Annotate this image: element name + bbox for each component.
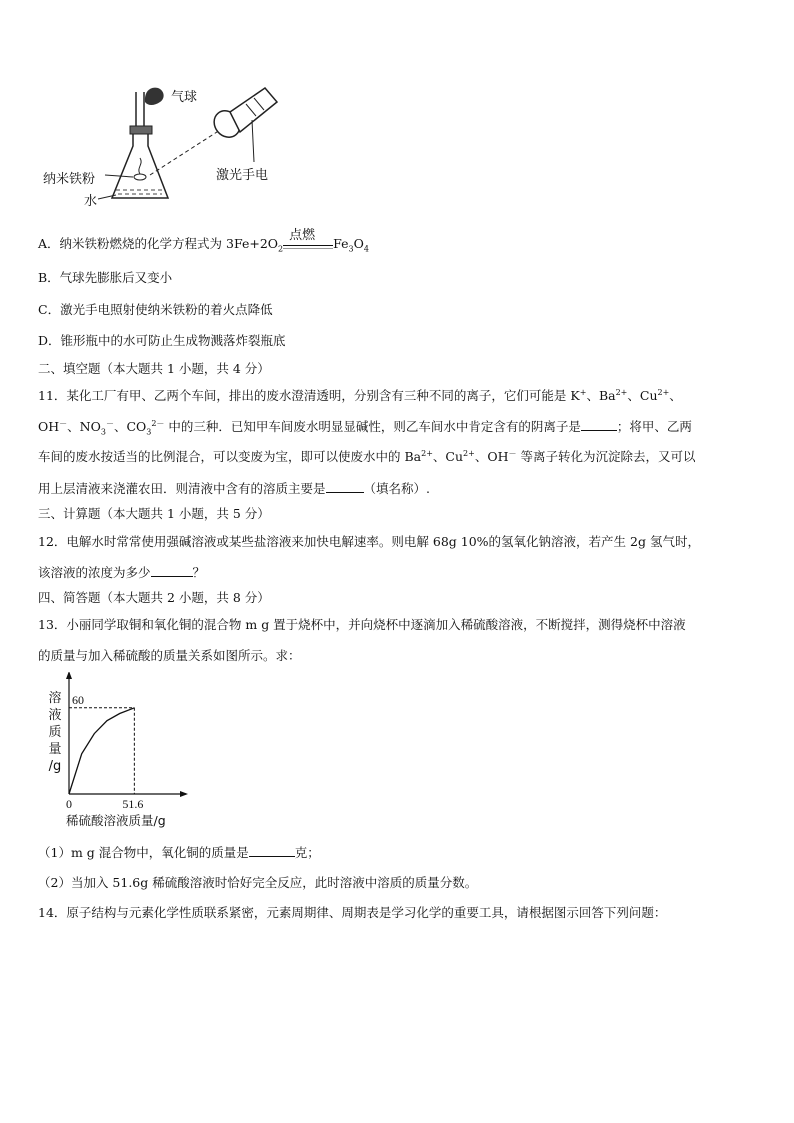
reaction-arrow: 点燃	[283, 237, 333, 253]
y-tick-label: 60	[72, 692, 84, 707]
q14-line1: 14．原子结构与元素化学性质联系紧密，元素周期律、周期表是学习化学的重要工具，请根据图示回答下列问题：	[38, 905, 667, 920]
q12-line1: 12．电解水时常常使用强碱溶液或某些盐溶液来加快电解速率。则电解 68g 10%的氢氧化钠溶液，若产生 2g 氢气时，	[38, 534, 700, 549]
answer-blank	[249, 844, 295, 857]
q13-sub1: （1）m g 混合物中，氧化铜的质量是 克；	[38, 845, 320, 860]
x-tick-label: 51.6	[122, 797, 144, 811]
option-a: A．纳米铁粉燃烧的化学方程式为 $3Fe+2O_2$ 点燃 $Fe_3O_4$	[38, 227, 369, 254]
apparatus-figure	[40, 80, 300, 215]
option-c: C．激光手电照射使纳米铁粉的着火点降低	[38, 302, 273, 317]
option-b: B．气球先膨胀后又变小	[38, 270, 173, 285]
q11-line1: 11．某化工厂有甲、乙两个车间，排出的废水澄清透明，分别含有三种不同的离子，它们可能是 K+、$Ba^{2+}$、$Cu^{2+}$、	[38, 387, 682, 403]
balloon-label: 气球	[171, 90, 198, 105]
x-tick-label: 0	[66, 797, 72, 811]
q11-line2: OH－、$NO_3^-$、$CO_3^{2-}$ 中的三种．已知甲车间废水明显显碱性，则乙车间水中肯定含有的阴离子是 ；将甲、乙两	[38, 418, 692, 437]
y-axis-label: 溶液质量/g	[48, 691, 62, 774]
q11-line4: 用上层清液来浇灌农田．则清液中含有的溶质主要是 （填名称）.	[38, 481, 430, 496]
series-line	[69, 708, 134, 794]
answer-blank	[151, 564, 193, 577]
answer-blank	[326, 480, 364, 493]
section-heading-calculation: 三、计算题（本大题共 1 小题，共 5 分）	[38, 506, 270, 521]
x-axis-label: 稀硫酸溶液质量/g	[66, 813, 166, 828]
x-axis-arrow	[180, 791, 188, 797]
q13-sub2: （2）当加入 51.6g 稀硫酸溶液时恰好完全反应，此时溶液中溶质的质量分数。	[38, 875, 478, 890]
q13-line2: 的质量与加入稀硫酸的质量关系如图所示。求：	[38, 648, 301, 663]
q13-line1: 13．小丽同学取铜和氧化铜的混合物 m g 置于烧杯中，并向烧杯中逐滴加入稀硫酸溶液，不断搅拌，测得烧杯中溶液	[38, 617, 686, 632]
iron-powder-label: 纳米铁粉	[43, 172, 96, 187]
y-axis-arrow	[66, 672, 72, 679]
section-heading-fill-in: 二、填空题（本大题共 1 小题，共 4 分）	[38, 361, 270, 376]
answer-blank	[581, 418, 617, 431]
flashlight-label: 激光手电	[216, 168, 269, 183]
q12-line2: 该溶液的浓度为多少 ？	[38, 565, 206, 580]
section-heading-short-answer: 四、简答题（本大题共 2 小题，共 8 分）	[38, 590, 270, 605]
apparatus-drawing	[40, 80, 300, 215]
water-label: 水	[84, 194, 98, 209]
q11-line3: 车间的废水按适当的比例混合，可以变废为宝，即可以使废水中的 $Ba^{2+}$、$Cu^{2+}$、OH－ 等离子转化为沉淀除去，又可以	[38, 448, 696, 464]
option-d: D．锥形瓶中的水可防止生成物溅落炸裂瓶底	[38, 333, 286, 348]
mass-chart-svg	[44, 672, 204, 834]
mass-chart	[44, 672, 204, 834]
